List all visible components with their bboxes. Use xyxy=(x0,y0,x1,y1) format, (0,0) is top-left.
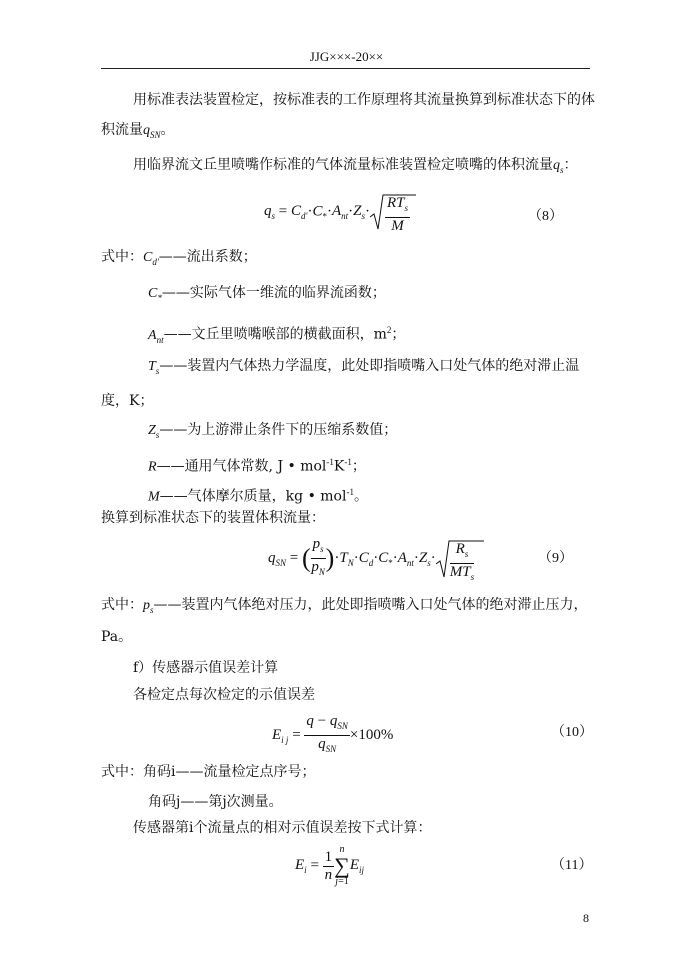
equation-number: （10） xyxy=(551,725,593,740)
header-rule xyxy=(101,68,590,69)
paragraph-line: 用标准表法装置检定，按标准表的工作原理将其流量换算到标准状态下的体 xyxy=(133,92,595,108)
equation-9: $q_{SN}$ = ( $\frac{p_s}{p_N}$ )$\cdot T_N\cdot C_d\cdot C_*\cdot A_{nt}\cdot Z_s\cdot$ $R_s$ $MT_s$ xyxy=(268,536,484,581)
definition-line xyxy=(148,283,386,308)
definition-text: ——装置内气体热力学温度，此处即指喷嘴入口处气体的绝对滞止温 xyxy=(159,358,580,374)
definition-text: 。 xyxy=(353,488,368,505)
definition-line xyxy=(148,420,397,445)
formula-symbol: $p_s$ xyxy=(143,598,154,615)
definition-text: ——流出系数； xyxy=(158,249,257,265)
where-text: 式中： xyxy=(101,597,143,613)
definition-line: 角码j——第j次测量。 xyxy=(148,794,283,810)
equation-number: （11） xyxy=(551,858,593,873)
definition-text: ——装置内气体绝对压力，此处即指喷嘴入口处气体的绝对滞止压力， xyxy=(153,597,588,613)
paragraph-line: 传感器第i个流量点的相对示值误差按下式计算： xyxy=(133,820,432,836)
formula-symbol: $C_{d'}$ xyxy=(143,250,159,267)
formula-symbol: $q_s$ xyxy=(553,158,564,175)
definition-text: K xyxy=(333,458,345,475)
equation-11: $E_i$ = $\frac{1}{n}$ n ∑ $j=1E_{ij}$ xyxy=(295,844,365,887)
equation-10: $E_{i j}$ = $\frac{q - q_{SN}}{q_{SN}}$ ×100% xyxy=(272,713,394,754)
definition-text: ——实际气体一维流的临界流函数； xyxy=(161,285,386,301)
definition-text: ——为上游滞止条件下的压缩系数值； xyxy=(159,422,398,438)
definition-line: M——气体摩尔质量，kg • mol$^{-1}$。 xyxy=(148,487,368,505)
formula-symbol: R xyxy=(148,459,157,475)
paragraph-line: 用临界流文丘里喷嘴作标准的气体流量标准装置检定喷嘴的体积流量$q_s$： xyxy=(133,157,578,175)
definition-line: Pa。 xyxy=(101,629,133,645)
definition-text: ——文丘里喷嘴喉部的横截面积，m xyxy=(163,326,387,343)
formula-symbol: $Z_s$ xyxy=(148,423,160,440)
definition-line xyxy=(101,595,588,620)
paragraph-text: 积流量 xyxy=(101,122,143,138)
equation-percent: ×100% xyxy=(349,726,394,743)
where-text: 式中： xyxy=(101,764,143,780)
definition-line: $A_{nt}——$文丘里喷嘴喉部的横截面积，$m^2$； xyxy=(148,325,406,345)
page-number: 8 xyxy=(583,911,589,925)
paragraph-line xyxy=(101,120,175,145)
paragraph-text: 。 xyxy=(160,122,175,138)
formula-symbol: $q_{SN}$ xyxy=(143,123,161,140)
paragraph-text: 用临界流文丘里喷嘴作标准的气体流量标准装置检定喷嘴的体积流量 xyxy=(133,157,553,173)
definition-line xyxy=(148,356,579,381)
equation-number: （8） xyxy=(528,209,563,224)
where-text: 式中： xyxy=(101,249,143,265)
equation-8: $q_s = C_{d'}\cdot C_*\cdot A_{nt}\cdot Z_s\cdot$ $RT_s$ M xyxy=(264,193,416,231)
formula-symbol: $C_*$ xyxy=(148,286,162,303)
section-heading: f）传感器示值误差计算 xyxy=(133,660,279,676)
formula-symbol: $T_s$ xyxy=(148,359,160,376)
definition-text: ——气体摩尔质量，kg • mol xyxy=(159,488,347,505)
where-label xyxy=(101,247,257,272)
definition-line: R——通用气体常数, J • $mol^{-1}K^{-1}$； xyxy=(148,457,366,475)
paragraph-line: 换算到标准状态下的装置体积流量： xyxy=(101,510,325,526)
definition-text: 角码i——流量检定点序号； xyxy=(143,764,316,780)
formula-symbol: M xyxy=(148,489,160,505)
paragraph-line: 各检定点每次检定的示值误差 xyxy=(133,687,315,703)
document-header-code: JJG×××-20×× xyxy=(309,49,384,64)
equation-number: （9） xyxy=(538,551,573,566)
definition-line xyxy=(101,762,315,782)
definition-line: 度，K； xyxy=(101,393,154,409)
definition-text: ——通用气体常数, J • mol xyxy=(156,458,327,475)
formula-symbol: $A_{nt}$ xyxy=(148,327,164,345)
